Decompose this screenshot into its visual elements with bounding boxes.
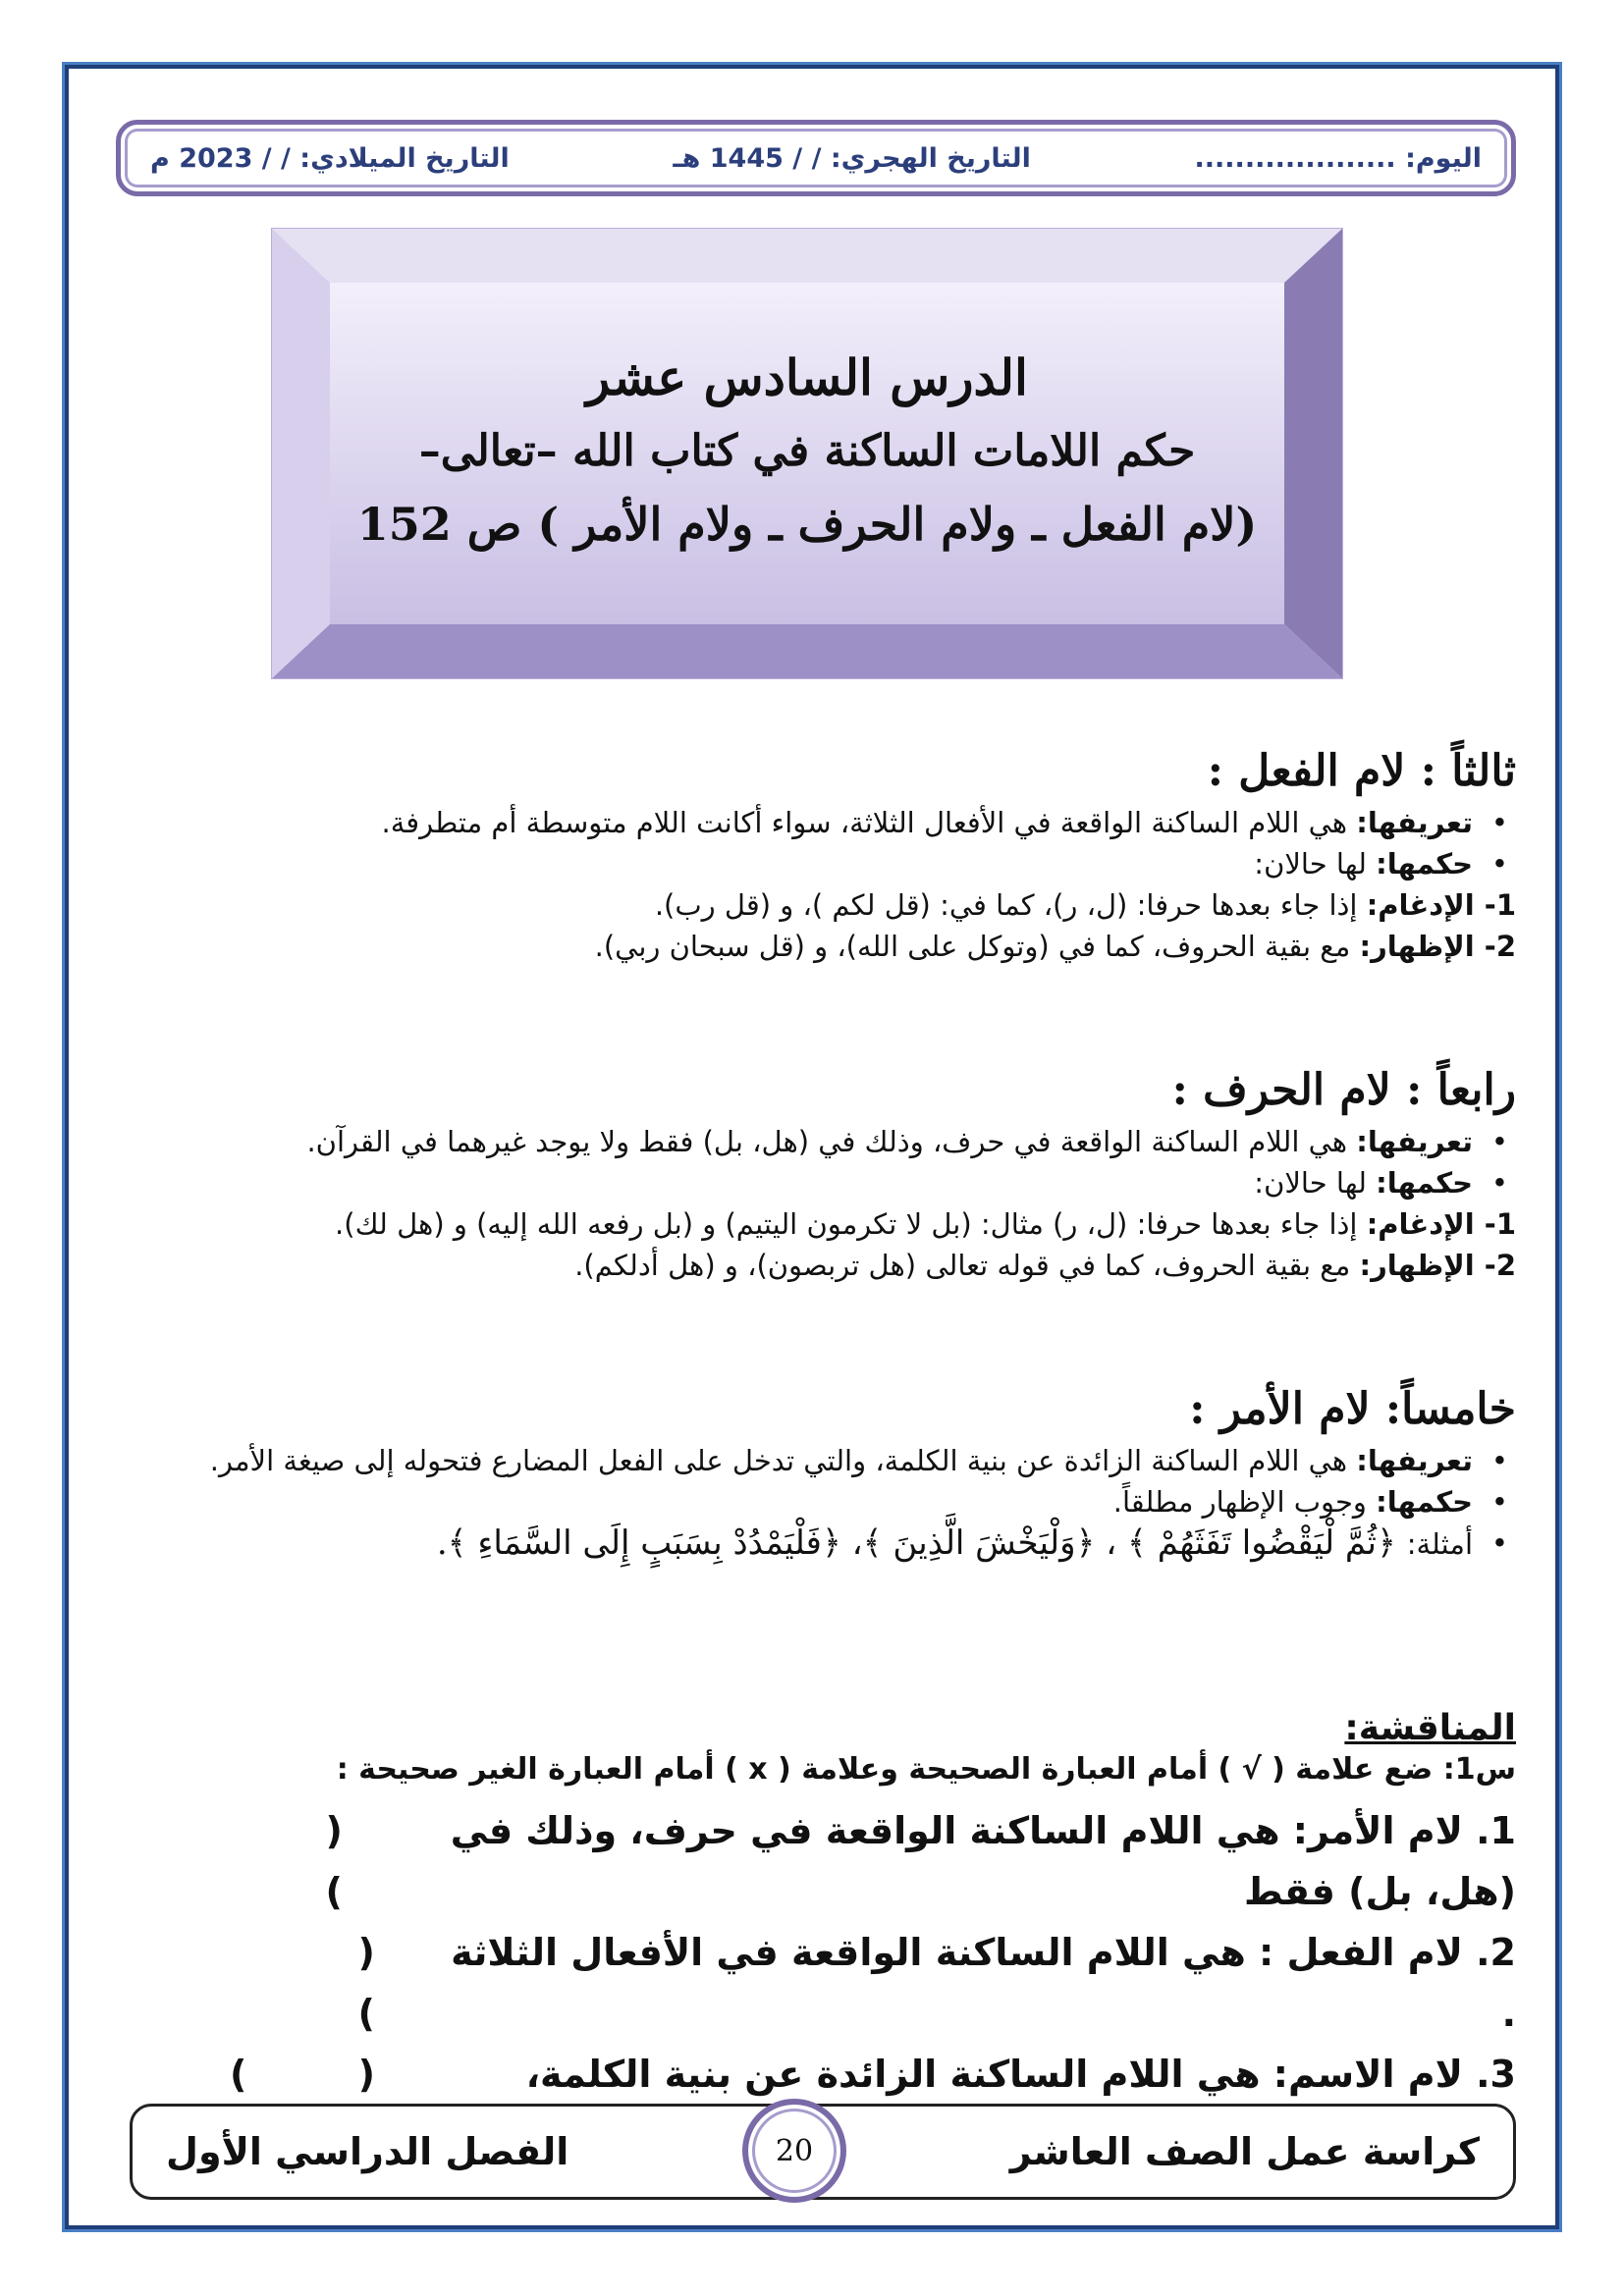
definition-item: • تعريفها: هي اللام الساكنة الزائدة عن بنية الكلمة، والتي تدخل على الفعل المضارع فتحوله إلى صيغة الأمر. <box>102 1440 1516 1481</box>
answer-blank[interactable]: ( ) <box>325 1809 392 1913</box>
section-lam-alamr <box>102 1384 1516 1565</box>
definition-item: • تعريفها: هي اللام الساكنة الواقعة في الأفعال الثلاثة، سواء أكانت اللام متوسطة أم متطرفة. <box>102 802 1516 843</box>
statement-item: 2. لام الفعل : هي اللام الساكنة الواقعة في الأفعال الثلاثة . ( ) <box>200 1922 1516 2044</box>
definition-item: • تعريفها: هي اللام الساكنة الواقعة في حرف، وذلك في (هل، بل) فقط ولا يوجد غيرهما في القرآن. <box>102 1121 1516 1162</box>
date-bar <box>116 120 1516 196</box>
section-heading: ثالثاً : لام الفعل : <box>1207 746 1516 796</box>
day-field: اليوم: .................... <box>1194 142 1482 174</box>
question-1: س1: ضع علامة ( √ ) أمام العبارة الصحيحة وعلامة ( x ) أمام العبارة الغير صحيحة : <box>336 1752 1516 1787</box>
workbook-title: كراسة عمل الصف العاشر <box>1009 2130 1480 2173</box>
section-heading: خامساً: لام الأمر : <box>1189 1384 1516 1434</box>
case-idgham: 1- الإدغام: إذا جاء بعدها حرفا: (ل، ر) مثال: (بل لا تكرمون اليتيم) و (بل رفعه الله إليه) و (هل لك). <box>335 1207 1516 1241</box>
quran-examples: ﴿ثُمَّ لْيَقْضُوا تَفَثَهُمْ ﴾ ، ﴿وَلْيَخْشَ الَّذِينَ ﴾، ﴿فَلْيَمْدُدْ بِسَبَبٍ إِلَى السَّمَاءِ ﴾. <box>436 1523 1407 1563</box>
statement-item: 1. لام الأمر: هي اللام الساكنة الواقعة في حرف، وذلك في (هل، بل) فقط ( ) <box>200 1800 1516 1922</box>
rule-item: • حكمها: وجوب الإظهار مطلقاً. <box>102 1481 1516 1522</box>
discussion-heading: المناقشة: <box>1344 1708 1516 1748</box>
answer-blank[interactable]: ( ) <box>230 2053 424 2096</box>
rule-item: • حكمها: لها حالان: <box>102 1162 1516 1203</box>
semester-label: الفصل الدراسي الأول <box>166 2130 569 2173</box>
section-lam-alfil <box>102 746 1516 967</box>
case-idgham: 1- الإدغام: إذا جاء بعدها حرفا: (ل، ر)، كما في: (قل لكم )، و (قل رب). <box>654 888 1516 922</box>
answer-blank[interactable]: ( ) <box>357 1931 424 2035</box>
case-izhar: 2- الإظهار: مع بقية الحروف، كما في قوله تعالى (هل تربصون)، و (هل أدلكم). <box>574 1249 1516 1282</box>
lesson-subtitle: (لام الفعل ـ ولام الحرف ـ ولام الأمر ) ص 152 <box>356 498 1258 551</box>
hijri-date-field: التاريخ الهجري: / / 1445 هـ <box>673 142 1031 174</box>
examples-item: • أمثلة: ﴿ثُمَّ لْيَقْضُوا تَفَثَهُمْ ﴾ ، ﴿وَلْيَخْشَ الَّذِينَ ﴾، ﴿فَلْيَمْدُدْ بِسَبَبٍ إِلَى السَّمَاءِ ﴾. <box>102 1522 1516 1565</box>
case-izhar: 2- الإظهار: مع بقية الحروف، كما في (وتوكل على الله)، و (قل سبحان ربي). <box>594 930 1516 963</box>
discussion-section <box>102 1708 1516 2105</box>
section-lam-alharf <box>102 1065 1516 1286</box>
gregorian-date-field: التاريخ الميلادي: / / 2023 م <box>150 142 510 174</box>
statement-item: 3. لام الاسم: هي اللام الساكنة الزائدة عن بنية الكلمة، ( ) <box>200 2044 1516 2105</box>
lesson-number: الدرس السادس عشر <box>586 348 1028 406</box>
lesson-title: حكم اللامات الساكنة في كتاب الله –تعالى– <box>418 426 1196 476</box>
section-heading: رابعاً : لام الحرف : <box>1171 1065 1516 1115</box>
lesson-title-box <box>271 228 1343 679</box>
rule-item: • حكمها: لها حالان: <box>102 843 1516 884</box>
page-number: 20 <box>742 2099 846 2203</box>
